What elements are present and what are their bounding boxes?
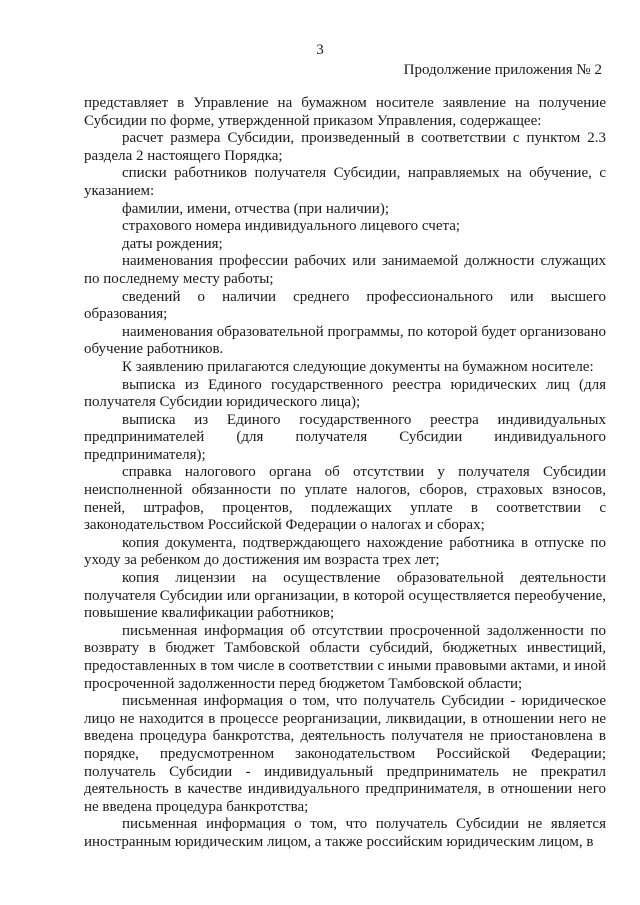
paragraph: выписка из Единого государственного реестра индивидуальных предпринимателей (для получателя Субсидии индивидуального предпринимателя); bbox=[84, 411, 606, 463]
document-body bbox=[84, 95, 606, 852]
paragraph: справка налогового органа об отсутствии у получателя Субсидии неисполненной обязанности по уплате налогов, сборов, страховых взносов, пеней, штрафов, процентов, подлежащих уплате в соответствии с законодательством Российской Федерации о налогах и сборах; bbox=[84, 464, 606, 534]
paragraph: К заявлению прилагаются следующие документы на бумажном носителе: bbox=[122, 358, 594, 375]
paragraph: копия лицензии на осуществление образовательной деятельности получателя Субсидии или организации, в которой осуществляется переобучение, повышение квалификации работников; bbox=[84, 570, 606, 622]
paragraph: письменная информация о том, что получатель Субсидии - юридическое лицо не находится в процессе реорганизации, ликвидации, в отношении него не введена процедура банкротства, деятельность получателя не приостановлена в порядке, предусмотренном законодательством Российской Федерации; получатель Субсидии - индивидуальный предприниматель не прекратил деятельность в качестве индивидуального предпринимателя, в отношении него не введена процедура банкротства; bbox=[84, 693, 606, 815]
page-number: 3 bbox=[316, 42, 324, 58]
paragraph: страхового номера индивидуального лицевого счета; bbox=[122, 218, 461, 235]
paragraph: списки работников получателя Субсидии, направляемых на обучение, с указанием: bbox=[84, 165, 606, 199]
paragraph: наименования профессии рабочих или занимаемой должности служащих по последнему месту работы; bbox=[84, 253, 606, 287]
paragraph: расчет размера Субсидии, произведенный в соответствии с пунктом 2.3 раздела 2 настоящего Порядка; bbox=[84, 130, 606, 164]
paragraph: письменная информация об отсутствии просроченной задолженности по возврату в бюджет Тамбовской области субсидий, бюджетных инвестиций, предоставленных в том числе в соответствии с иными правовыми актами, и иной просроченной задолженности перед бюджетом Тамбовской области; bbox=[84, 622, 606, 692]
paragraph: выписка из Единого государственного реестра юридических лиц (для получателя Субсидии юридического лица); bbox=[84, 376, 606, 411]
paragraph: копия документа, подтверждающего нахождение работника в отпуске по уходу за ребенком до достижения им возраста трех лет; bbox=[84, 534, 606, 569]
paragraph: фамилии, имени, отчества (при наличии); bbox=[122, 200, 389, 217]
paragraph: сведений о наличии среднего профессионального или высшего образования; bbox=[84, 288, 606, 323]
paragraph: даты рождения; bbox=[122, 235, 223, 252]
paragraph: представляет в Управление на бумажном носителе заявление на получение Субсидии по форме, утвержденной приказом Управления, содержащее: bbox=[84, 95, 606, 129]
appendix-continuation-label: Продолжение приложения № 2 bbox=[403, 62, 602, 78]
paragraph: наименования образовательной программы, по которой будет организовано обучение работников. bbox=[84, 323, 606, 358]
paragraph: письменная информация о том, что получатель Субсидии не является иностранным юридическим лицом, а также российским юридическим лицом, в bbox=[84, 816, 606, 850]
